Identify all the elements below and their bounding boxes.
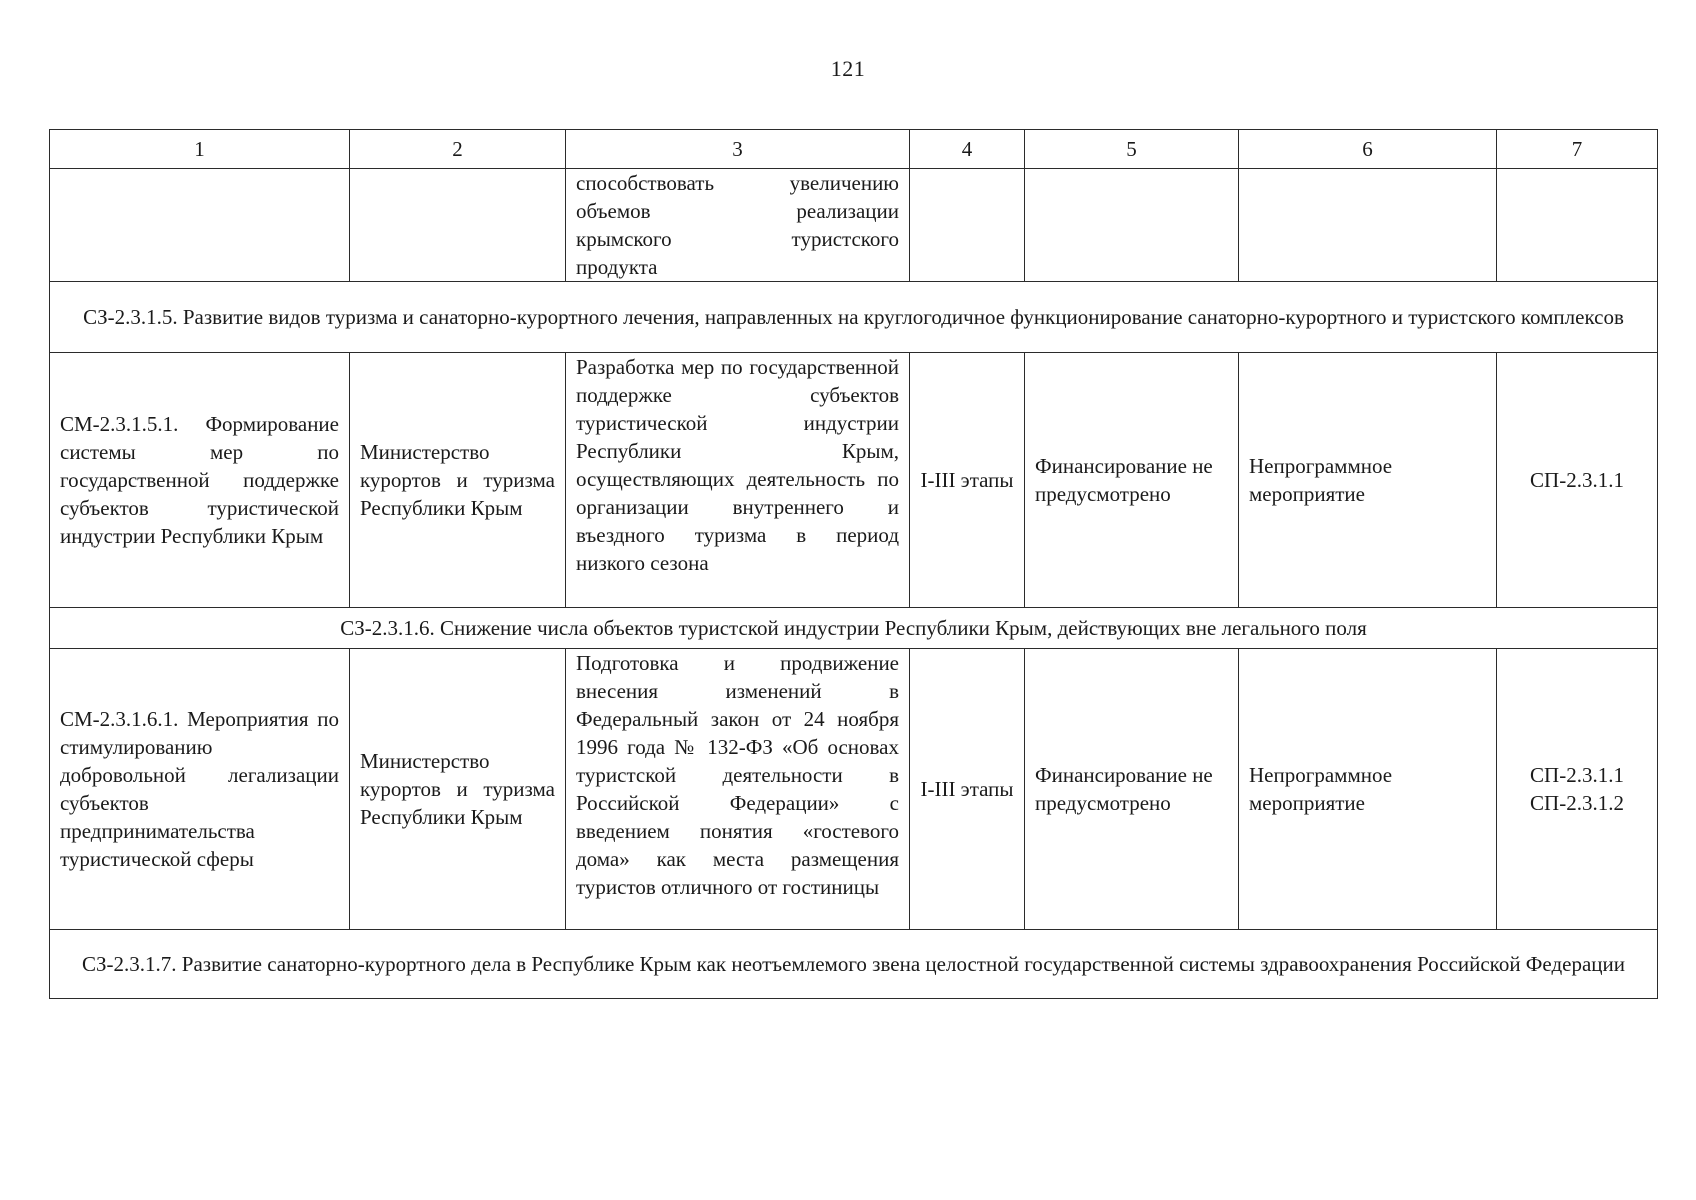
column-header: 4 (910, 130, 1025, 169)
responsible-text: Министерство курортов и туризма Республики Крым (360, 749, 555, 829)
empty-cell (1497, 169, 1658, 282)
financing-cell: Финансирование не предусмотрено (1025, 649, 1239, 930)
column-header: 1 (50, 130, 350, 169)
program-cell: Непрограммное мероприятие (1239, 353, 1497, 608)
empty-cell (350, 169, 566, 282)
responsible-cell (350, 649, 566, 930)
financing-cell: Финансирование не предусмотрено (1025, 353, 1239, 608)
task-text: Подготовка и продвижение внесения изменений в Федеральный закон от 24 ноября 1996 года № 132-ФЗ «Об основах туристской деятельности в Российской Федерации» с введением понятия «гостевого дома» как места размещения туристов отличного от гостиницы (576, 651, 899, 899)
task-cell (566, 649, 910, 930)
column-header: 5 (1025, 130, 1239, 169)
continuation-row (50, 169, 1658, 282)
text-line: способствовать увеличению (576, 171, 899, 195)
empty-cell (910, 169, 1025, 282)
column-header: 7 (1497, 130, 1658, 169)
column-header: 6 (1239, 130, 1497, 169)
measure-text: СМ-2.3.1.6.1. Мероприятия по стимулированию добровольной легализации субъектов предпринимательства туристической сферы (60, 707, 339, 871)
section-row (50, 930, 1658, 999)
stage-cell: I-III этапы (910, 353, 1025, 608)
text-line: крымского туристского (576, 227, 899, 251)
reference-code: СП-2.3.1.2 (1530, 791, 1624, 815)
reference-code: СП-2.3.1.1 (1530, 763, 1624, 787)
measures-table (49, 129, 1658, 999)
reference-cell (1497, 649, 1658, 930)
stage-cell: I-III этапы (910, 649, 1025, 930)
measure-code-cell (50, 353, 350, 608)
page-number: 121 (830, 56, 866, 81)
task-cell (566, 353, 910, 608)
reference-cell: СП-2.3.1.1 (1497, 353, 1658, 608)
section-title: СЗ-2.3.1.6. Снижение числа объектов туристской индустрии Республики Крым, действующих вне легального поля (50, 608, 1658, 649)
empty-cell (1239, 169, 1497, 282)
responsible-text: Министерство курортов и туризма Республики Крым (360, 440, 555, 520)
text-line: продукта (576, 255, 658, 279)
text-line: объемов реализации (576, 199, 899, 223)
table-header-row (50, 130, 1658, 169)
column-header: 2 (350, 130, 566, 169)
measure-text: СМ-2.3.1.5.1. Формирование системы мер по государственной поддержке субъектов туристической индустрии Республики Крым (60, 412, 339, 548)
task-text: Разработка мер по государственной поддержке субъектов туристической индустрии Республики Крым, осуществляющих деятельность по организации внутреннего и въездного туризма в период низкого сезона (576, 355, 899, 575)
empty-cell (1025, 169, 1239, 282)
section-row (50, 608, 1658, 649)
empty-cell (50, 169, 350, 282)
column-header: 3 (566, 130, 910, 169)
table-row (50, 649, 1658, 930)
measure-code-cell (50, 649, 350, 930)
section-title: СЗ-2.3.1.5. Развитие видов туризма и санаторно-курортного лечения, направленных на круглогодичное функционирование санаторно-курортного и туристского комплексов (50, 282, 1658, 353)
section-row (50, 282, 1658, 353)
section-title: СЗ-2.3.1.7. Развитие санаторно-курортного дела в Республике Крым как неотъемлемого звена целостной государственной системы здравоохранения Российской Федерации (50, 930, 1658, 999)
program-cell: Непрограммное мероприятие (1239, 649, 1497, 930)
table-row (50, 353, 1658, 608)
responsible-cell (350, 353, 566, 608)
continuation-task-text (566, 169, 910, 282)
